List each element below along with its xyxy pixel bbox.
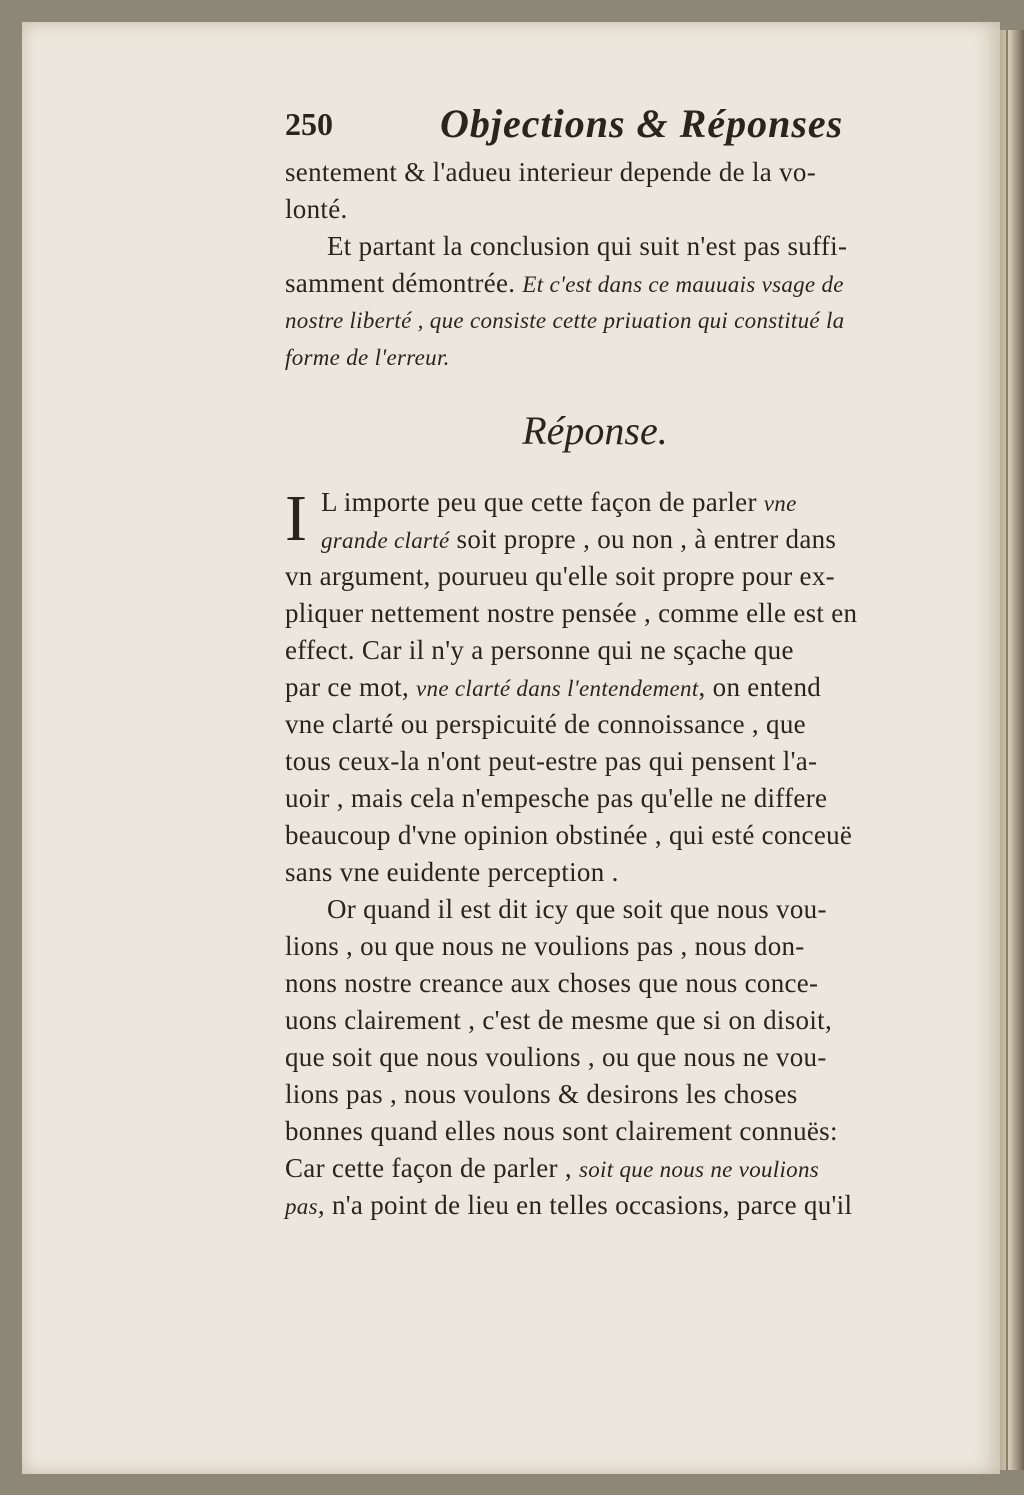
text-line: lonté.	[285, 194, 348, 224]
text-line: vne clarté ou perspicuité de connoissance , que	[285, 709, 806, 739]
text-line: tous ceux-la n'ont peut-estre pas qui pensent l'a-	[285, 746, 818, 776]
text-line: nostre liberté , que consiste cette priuation qui constitué la	[285, 308, 845, 333]
italic-span: vne clarté dans l'entendement	[416, 676, 699, 701]
italic-span: Et c'est dans ce mauuais vsage de	[522, 272, 844, 297]
section-title: Réponse.	[522, 408, 668, 453]
text-line: beaucoup d'vne opinion obstinée , qui esté conceuë	[285, 820, 853, 850]
text-line: lions pas , nous voulons & desirons les choses	[285, 1079, 798, 1109]
text-span: , n'a point de lieu en telles occasions, parce qu'il	[317, 1190, 853, 1220]
italic-span: pas	[285, 1194, 318, 1219]
response-paragraph-2	[285, 891, 975, 1224]
italic-span: grande clarté	[321, 528, 450, 553]
text-line	[285, 265, 975, 302]
drop-cap: I	[285, 482, 307, 555]
text-span: samment démontrée.	[285, 268, 516, 298]
text-line	[285, 669, 975, 706]
objection-text	[285, 154, 975, 376]
italic-span: vne	[763, 491, 797, 516]
text-span: par ce mot,	[285, 672, 417, 702]
text-line	[285, 484, 975, 521]
text-span: soit propre , ou non , à entrer dans	[449, 524, 837, 554]
running-head: Objections & Réponses	[440, 101, 844, 146]
book-page-edge	[1000, 30, 1024, 1470]
text-line: uons clairement , c'est de mesme que si on disoit,	[285, 1005, 832, 1035]
italic-span: soit que nous ne voulions	[578, 1157, 820, 1182]
book-page-edge-line	[1006, 30, 1008, 1470]
text-line: sentement & l'adueu interieur depende de la vo-	[285, 157, 817, 187]
text-line: bonnes quand elles nous sont clairement connuës:	[285, 1116, 838, 1146]
response-paragraph-1	[285, 484, 975, 891]
text-line: effect. Car il n'y a personne qui ne sçache que	[285, 635, 794, 665]
text-line: lions , ou que nous ne voulions pas , nous don-	[285, 931, 805, 961]
page-header	[285, 100, 975, 154]
text-line: que soit que nous voulions , ou que nous ne vou-	[285, 1042, 827, 1072]
text-span: L importe peu que cette façon de parler	[321, 487, 764, 517]
text-line: forme de l'erreur.	[285, 345, 450, 370]
text-line	[285, 1150, 975, 1187]
text-line: pliquer nettement nostre pensée , comme elle est en	[285, 598, 858, 628]
text-line: nons nostre creance aux choses que nous conce-	[285, 968, 819, 998]
text-line: uoir , mais cela n'empesche pas qu'elle ne differe	[285, 783, 828, 813]
text-line	[285, 521, 975, 558]
text-span: , on entend	[698, 672, 822, 702]
page-number: 250	[285, 106, 333, 142]
text-line: Or quand il est dit icy que soit que nous vou-	[327, 894, 827, 924]
page-text	[285, 100, 975, 1224]
text-line	[285, 1187, 975, 1224]
text-line: Et partant la conclusion qui suit n'est pas suffi-	[327, 231, 848, 261]
text-line: sans vne euidente perception .	[285, 857, 619, 887]
text-line: vn argument, pourueu qu'elle soit propre pour ex-	[285, 561, 835, 591]
text-span: Car cette façon de parler ,	[285, 1153, 579, 1183]
